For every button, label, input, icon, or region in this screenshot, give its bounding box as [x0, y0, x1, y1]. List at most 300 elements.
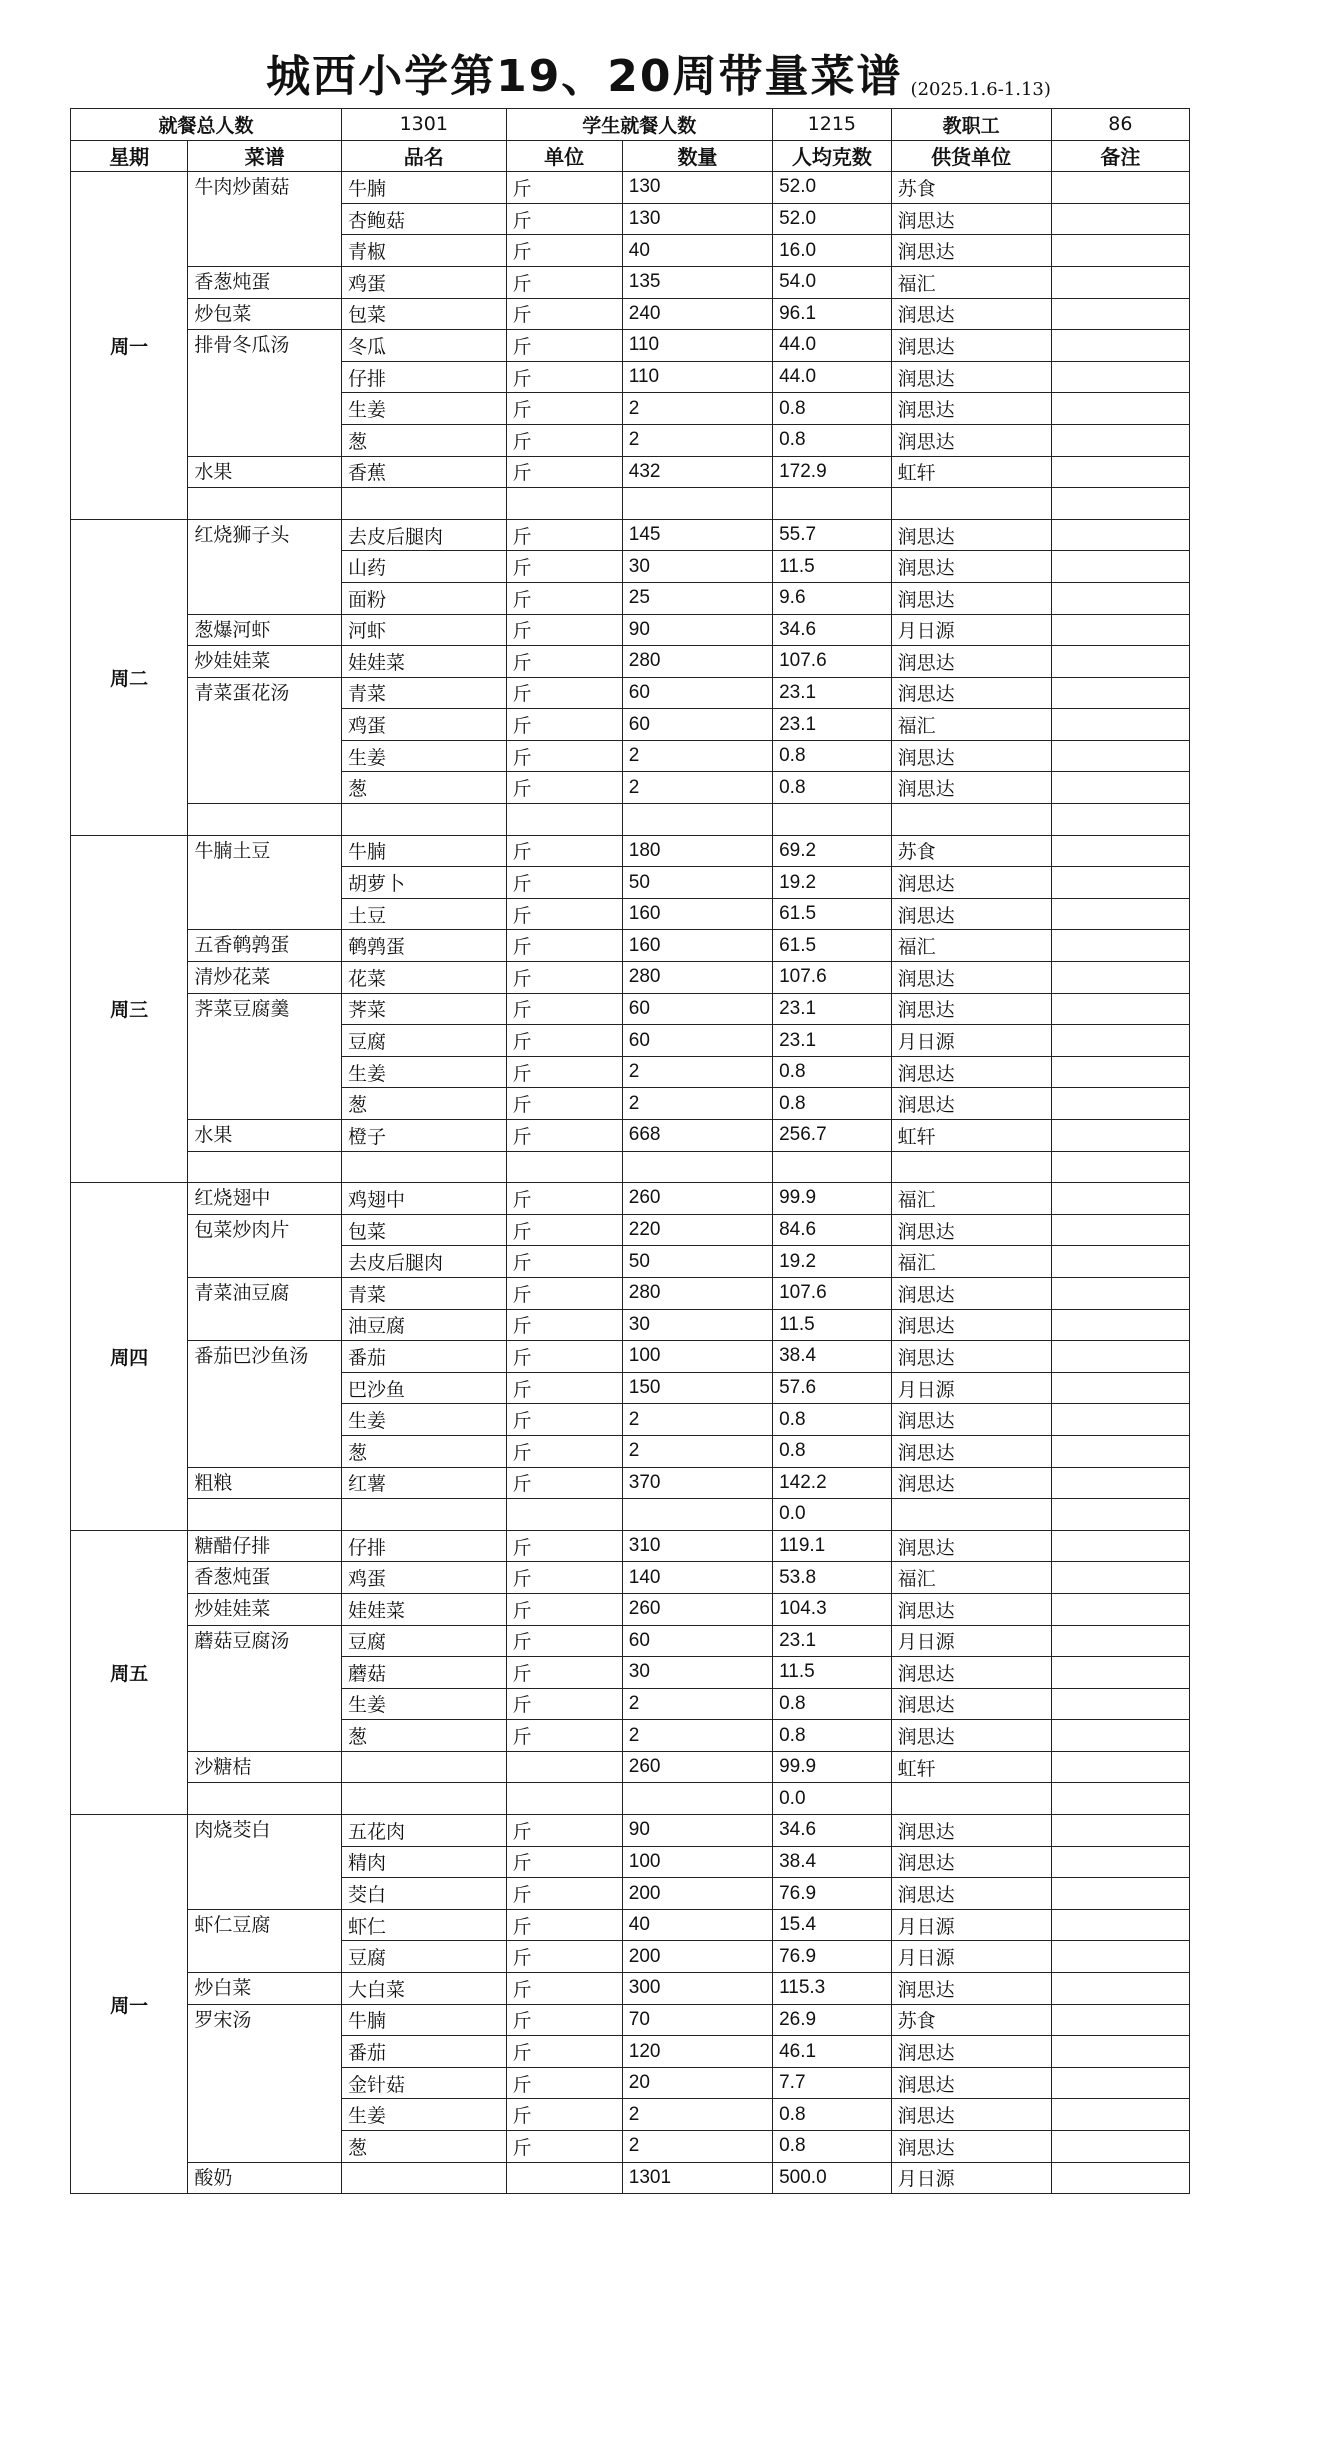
- item-name-cell: 青菜: [341, 677, 506, 709]
- grams-per-person-cell: 172.9: [773, 456, 891, 488]
- header-dish: 菜谱: [188, 140, 342, 172]
- remarks-cell: [1051, 582, 1189, 614]
- item-name-cell: 豆腐: [341, 1941, 506, 1973]
- staff-label: 教职工: [891, 109, 1051, 141]
- unit-cell: 斤: [506, 361, 622, 393]
- remarks-cell: [1051, 1435, 1189, 1467]
- unit-cell: 斤: [506, 1688, 622, 1720]
- grams-per-person-cell: 44.0: [773, 361, 891, 393]
- header-supplier: 供货单位: [891, 140, 1051, 172]
- grams-per-person-cell: 26.9: [773, 2004, 891, 2036]
- supplier-cell: 润思达: [891, 1309, 1051, 1341]
- grams-per-person-cell: 11.5: [773, 1309, 891, 1341]
- title-row: [0, 40, 1317, 112]
- unit-cell: 斤: [506, 2099, 622, 2131]
- table-row: [71, 1151, 1190, 1183]
- weekday-cell: 周一: [71, 1815, 188, 2194]
- total-diners-label: 就餐总人数: [71, 109, 342, 141]
- quantity-cell: 280: [622, 962, 772, 994]
- quantity-cell: 2: [622, 393, 772, 425]
- table-row: [71, 456, 1190, 488]
- unit-cell: 斤: [506, 1435, 622, 1467]
- item-name-cell: [341, 1783, 506, 1815]
- item-name-cell: 油豆腐: [341, 1309, 506, 1341]
- supplier-cell: 润思达: [891, 1878, 1051, 1910]
- grams-per-person-cell: 0.8: [773, 772, 891, 804]
- item-name-cell: 鸡蛋: [341, 709, 506, 741]
- item-name-cell: 仔排: [341, 1530, 506, 1562]
- supplier-cell: 润思达: [891, 1435, 1051, 1467]
- item-name-cell: [341, 1151, 506, 1183]
- quantity-cell: 220: [622, 1214, 772, 1246]
- remarks-cell: [1051, 2131, 1189, 2163]
- item-name-cell: 去皮后腿肉: [341, 1246, 506, 1278]
- unit-cell: 斤: [506, 266, 622, 298]
- remarks-cell: [1051, 519, 1189, 551]
- unit-cell: 斤: [506, 330, 622, 362]
- grams-per-person-cell: 7.7: [773, 2067, 891, 2099]
- supplier-cell: 润思达: [891, 1088, 1051, 1120]
- dish-name-cell: 香葱炖蛋: [188, 1562, 342, 1594]
- grams-per-person-cell: 107.6: [773, 1277, 891, 1309]
- header-quantity: 数量: [622, 140, 772, 172]
- quantity-cell: [622, 488, 772, 520]
- grams-per-person-cell: 256.7: [773, 1120, 891, 1152]
- remarks-cell: [1051, 804, 1189, 836]
- remarks-cell: [1051, 1909, 1189, 1941]
- dish-name-cell: [188, 1499, 342, 1531]
- header-unit: 单位: [506, 140, 622, 172]
- quantity-cell: 2: [622, 424, 772, 456]
- item-name-cell: 生姜: [341, 1404, 506, 1436]
- unit-cell: 斤: [506, 1593, 622, 1625]
- unit-cell: 斤: [506, 1909, 622, 1941]
- supplier-cell: 润思达: [891, 1277, 1051, 1309]
- item-name-cell: 胡萝卜: [341, 867, 506, 899]
- unit-cell: [506, 2162, 622, 2194]
- table-row: [71, 930, 1190, 962]
- grams-per-person-cell: 38.4: [773, 1341, 891, 1373]
- unit-cell: [506, 1499, 622, 1531]
- table-row: [71, 1214, 1190, 1246]
- supplier-cell: 润思达: [891, 2099, 1051, 2131]
- unit-cell: 斤: [506, 582, 622, 614]
- unit-cell: 斤: [506, 1720, 622, 1752]
- remarks-cell: [1051, 2067, 1189, 2099]
- grams-per-person-cell: 9.6: [773, 582, 891, 614]
- table-row: [71, 1909, 1190, 1941]
- remarks-cell: [1051, 709, 1189, 741]
- item-name-cell: 去皮后腿肉: [341, 519, 506, 551]
- remarks-cell: [1051, 646, 1189, 678]
- dish-name-cell: 五香鹌鹑蛋: [188, 930, 342, 962]
- grams-per-person-cell: 44.0: [773, 330, 891, 362]
- unit-cell: 斤: [506, 1562, 622, 1594]
- dish-name-cell: 沙糖桔: [188, 1751, 342, 1783]
- table-row: [71, 1815, 1190, 1847]
- grams-per-person-cell: 0.8: [773, 1404, 891, 1436]
- grams-per-person-cell: [773, 1151, 891, 1183]
- unit-cell: 斤: [506, 203, 622, 235]
- remarks-cell: [1051, 551, 1189, 583]
- header-row: [71, 140, 1190, 172]
- remarks-cell: [1051, 677, 1189, 709]
- quantity-cell: 50: [622, 867, 772, 899]
- grams-per-person-cell: 23.1: [773, 709, 891, 741]
- supplier-cell: 润思达: [891, 393, 1051, 425]
- item-name-cell: 山药: [341, 551, 506, 583]
- supplier-cell: 润思达: [891, 962, 1051, 994]
- remarks-cell: [1051, 835, 1189, 867]
- unit-cell: 斤: [506, 393, 622, 425]
- quantity-cell: 280: [622, 646, 772, 678]
- remarks-cell: [1051, 1720, 1189, 1752]
- unit-cell: 斤: [506, 993, 622, 1025]
- item-name-cell: 鸡翅中: [341, 1183, 506, 1215]
- unit-cell: 斤: [506, 456, 622, 488]
- grams-per-person-cell: 0.8: [773, 1688, 891, 1720]
- supplier-cell: 苏食: [891, 2004, 1051, 2036]
- summary-row: [71, 109, 1190, 141]
- supplier-cell: 润思达: [891, 1341, 1051, 1373]
- unit-cell: [506, 1783, 622, 1815]
- menu-table: [70, 108, 1190, 2194]
- quantity-cell: 60: [622, 709, 772, 741]
- table-row: [71, 1120, 1190, 1152]
- remarks-cell: [1051, 2162, 1189, 2194]
- quantity-cell: 260: [622, 1593, 772, 1625]
- grams-per-person-cell: 15.4: [773, 1909, 891, 1941]
- table-row: [71, 1625, 1190, 1657]
- unit-cell: 斤: [506, 709, 622, 741]
- supplier-cell: 润思达: [891, 1530, 1051, 1562]
- quantity-cell: 40: [622, 235, 772, 267]
- dish-name-cell: 包菜炒肉片: [188, 1214, 342, 1277]
- item-name-cell: 花菜: [341, 962, 506, 994]
- total-diners-value: 1301: [341, 109, 506, 141]
- item-name-cell: 橙子: [341, 1120, 506, 1152]
- dish-name-cell: 虾仁豆腐: [188, 1909, 342, 1972]
- table-row: [71, 2004, 1190, 2036]
- unit-cell: 斤: [506, 1625, 622, 1657]
- item-name-cell: 精肉: [341, 1846, 506, 1878]
- supplier-cell: 润思达: [891, 677, 1051, 709]
- header-remarks: 备注: [1051, 140, 1189, 172]
- remarks-cell: [1051, 1120, 1189, 1152]
- quantity-cell: 300: [622, 1973, 772, 2005]
- dish-name-cell: 罗宋汤: [188, 2004, 342, 2162]
- quantity-cell: 40: [622, 1909, 772, 1941]
- dish-name-cell: [188, 488, 342, 520]
- unit-cell: 斤: [506, 1878, 622, 1910]
- supplier-cell: 润思达: [891, 1404, 1051, 1436]
- grams-per-person-cell: 0.0: [773, 1499, 891, 1531]
- supplier-cell: 润思达: [891, 740, 1051, 772]
- grams-per-person-cell: 38.4: [773, 1846, 891, 1878]
- unit-cell: 斤: [506, 1088, 622, 1120]
- supplier-cell: 润思达: [891, 298, 1051, 330]
- remarks-cell: [1051, 1151, 1189, 1183]
- supplier-cell: [891, 804, 1051, 836]
- unit-cell: [506, 1151, 622, 1183]
- unit-cell: 斤: [506, 298, 622, 330]
- item-name-cell: 荠菜: [341, 993, 506, 1025]
- quantity-cell: 180: [622, 835, 772, 867]
- item-name-cell: 娃娃菜: [341, 646, 506, 678]
- item-name-cell: 大白菜: [341, 1973, 506, 2005]
- table-row: [71, 1593, 1190, 1625]
- dish-name-cell: 蘑菇豆腐汤: [188, 1625, 342, 1751]
- supplier-cell: 月日源: [891, 1372, 1051, 1404]
- supplier-cell: 苏食: [891, 835, 1051, 867]
- table-row: [71, 172, 1190, 204]
- table-row: [71, 1562, 1190, 1594]
- table-row: [71, 266, 1190, 298]
- unit-cell: 斤: [506, 898, 622, 930]
- item-name-cell: 五花肉: [341, 1815, 506, 1847]
- remarks-cell: [1051, 330, 1189, 362]
- item-name-cell: 包菜: [341, 1214, 506, 1246]
- quantity-cell: 240: [622, 298, 772, 330]
- unit-cell: 斤: [506, 235, 622, 267]
- quantity-cell: [622, 804, 772, 836]
- weekday-cell: 周三: [71, 835, 188, 1183]
- quantity-cell: 100: [622, 1846, 772, 1878]
- grams-per-person-cell: 0.8: [773, 2131, 891, 2163]
- dish-name-cell: 青菜油豆腐: [188, 1277, 342, 1340]
- remarks-cell: [1051, 1815, 1189, 1847]
- grams-per-person-cell: 19.2: [773, 1246, 891, 1278]
- dish-name-cell: [188, 1151, 342, 1183]
- unit-cell: 斤: [506, 1941, 622, 1973]
- grams-per-person-cell: 55.7: [773, 519, 891, 551]
- unit-cell: 斤: [506, 1309, 622, 1341]
- unit-cell: 斤: [506, 424, 622, 456]
- remarks-cell: [1051, 1277, 1189, 1309]
- remarks-cell: [1051, 1499, 1189, 1531]
- item-name-cell: [341, 2162, 506, 2194]
- quantity-cell: [622, 1783, 772, 1815]
- grams-per-person-cell: 34.6: [773, 614, 891, 646]
- supplier-cell: 月日源: [891, 1941, 1051, 1973]
- remarks-cell: [1051, 1056, 1189, 1088]
- unit-cell: 斤: [506, 930, 622, 962]
- supplier-cell: 虹轩: [891, 456, 1051, 488]
- item-name-cell: [341, 804, 506, 836]
- supplier-cell: 福汇: [891, 266, 1051, 298]
- table-row: [71, 2162, 1190, 2194]
- grams-per-person-cell: 23.1: [773, 993, 891, 1025]
- grams-per-person-cell: 46.1: [773, 2036, 891, 2068]
- quantity-cell: 200: [622, 1878, 772, 1910]
- grams-per-person-cell: 99.9: [773, 1751, 891, 1783]
- supplier-cell: 润思达: [891, 330, 1051, 362]
- supplier-cell: 虹轩: [891, 1751, 1051, 1783]
- supplier-cell: [891, 1151, 1051, 1183]
- remarks-cell: [1051, 1783, 1189, 1815]
- unit-cell: 斤: [506, 1467, 622, 1499]
- remarks-cell: [1051, 1183, 1189, 1215]
- supplier-cell: 月日源: [891, 1625, 1051, 1657]
- dish-name-cell: [188, 1783, 342, 1815]
- supplier-cell: 润思达: [891, 867, 1051, 899]
- table-row: [71, 1783, 1190, 1815]
- grams-per-person-cell: 0.8: [773, 1056, 891, 1088]
- supplier-cell: [891, 1783, 1051, 1815]
- staff-value: 86: [1051, 109, 1189, 141]
- item-name-cell: 葱: [341, 1088, 506, 1120]
- quantity-cell: 2: [622, 1688, 772, 1720]
- item-name-cell: 香蕉: [341, 456, 506, 488]
- unit-cell: 斤: [506, 740, 622, 772]
- table-row: [71, 519, 1190, 551]
- item-name-cell: 仔排: [341, 361, 506, 393]
- remarks-cell: [1051, 1404, 1189, 1436]
- quantity-cell: 60: [622, 1025, 772, 1057]
- remarks-cell: [1051, 1246, 1189, 1278]
- quantity-cell: 310: [622, 1530, 772, 1562]
- remarks-cell: [1051, 424, 1189, 456]
- item-name-cell: 鹌鹑蛋: [341, 930, 506, 962]
- supplier-cell: 苏食: [891, 172, 1051, 204]
- quantity-cell: 70: [622, 2004, 772, 2036]
- remarks-cell: [1051, 1625, 1189, 1657]
- quantity-cell: 110: [622, 330, 772, 362]
- menu-body: [71, 172, 1190, 2194]
- quantity-cell: 432: [622, 456, 772, 488]
- remarks-cell: [1051, 2099, 1189, 2131]
- grams-per-person-cell: 0.8: [773, 1435, 891, 1467]
- remarks-cell: [1051, 266, 1189, 298]
- item-name-cell: 鸡蛋: [341, 1562, 506, 1594]
- table-row: [71, 835, 1190, 867]
- remarks-cell: [1051, 867, 1189, 899]
- unit-cell: 斤: [506, 614, 622, 646]
- unit-cell: 斤: [506, 867, 622, 899]
- grams-per-person-cell: 0.8: [773, 1720, 891, 1752]
- table-row: [71, 993, 1190, 1025]
- supplier-cell: 润思达: [891, 1815, 1051, 1847]
- supplier-cell: 福汇: [891, 930, 1051, 962]
- grams-per-person-cell: [773, 488, 891, 520]
- remarks-cell: [1051, 1973, 1189, 2005]
- quantity-cell: 145: [622, 519, 772, 551]
- student-diners-value: 1215: [773, 109, 891, 141]
- table-row: [71, 677, 1190, 709]
- item-name-cell: 生姜: [341, 1056, 506, 1088]
- dish-name-cell: 牛肉炒菌菇: [188, 172, 342, 267]
- item-name-cell: 生姜: [341, 1688, 506, 1720]
- unit-cell: 斤: [506, 677, 622, 709]
- quantity-cell: 2: [622, 1720, 772, 1752]
- remarks-cell: [1051, 898, 1189, 930]
- dish-name-cell: 炒娃娃菜: [188, 1593, 342, 1625]
- supplier-cell: 润思达: [891, 519, 1051, 551]
- unit-cell: 斤: [506, 1120, 622, 1152]
- remarks-cell: [1051, 298, 1189, 330]
- item-name-cell: 生姜: [341, 393, 506, 425]
- remarks-cell: [1051, 203, 1189, 235]
- item-name-cell: 豆腐: [341, 1025, 506, 1057]
- quantity-cell: 120: [622, 2036, 772, 2068]
- supplier-cell: 润思达: [891, 1846, 1051, 1878]
- table-row: [71, 1277, 1190, 1309]
- item-name-cell: 葱: [341, 2131, 506, 2163]
- quantity-cell: 2: [622, 1435, 772, 1467]
- unit-cell: 斤: [506, 2067, 622, 2099]
- grams-per-person-cell: 23.1: [773, 677, 891, 709]
- item-name-cell: 冬瓜: [341, 330, 506, 362]
- supplier-cell: 润思达: [891, 1056, 1051, 1088]
- quantity-cell: 25: [622, 582, 772, 614]
- remarks-cell: [1051, 2036, 1189, 2068]
- remarks-cell: [1051, 1372, 1189, 1404]
- grams-per-person-cell: 142.2: [773, 1467, 891, 1499]
- unit-cell: 斤: [506, 172, 622, 204]
- remarks-cell: [1051, 962, 1189, 994]
- quantity-cell: 2: [622, 1404, 772, 1436]
- unit-cell: 斤: [506, 1404, 622, 1436]
- supplier-cell: 润思达: [891, 646, 1051, 678]
- quantity-cell: 130: [622, 203, 772, 235]
- supplier-cell: 月日源: [891, 2162, 1051, 2194]
- header-weekday: 星期: [71, 140, 188, 172]
- remarks-cell: [1051, 1846, 1189, 1878]
- unit-cell: 斤: [506, 772, 622, 804]
- table-row: [71, 614, 1190, 646]
- quantity-cell: 110: [622, 361, 772, 393]
- grams-per-person-cell: 0.8: [773, 393, 891, 425]
- grams-per-person-cell: 119.1: [773, 1530, 891, 1562]
- remarks-cell: [1051, 1878, 1189, 1910]
- remarks-cell: [1051, 361, 1189, 393]
- remarks-cell: [1051, 614, 1189, 646]
- item-name-cell: 葱: [341, 424, 506, 456]
- supplier-cell: 润思达: [891, 993, 1051, 1025]
- grams-per-person-cell: 107.6: [773, 962, 891, 994]
- quantity-cell: 200: [622, 1941, 772, 1973]
- item-name-cell: 葱: [341, 772, 506, 804]
- remarks-cell: [1051, 740, 1189, 772]
- unit-cell: 斤: [506, 1277, 622, 1309]
- quantity-cell: 668: [622, 1120, 772, 1152]
- dish-name-cell: 葱爆河虾: [188, 614, 342, 646]
- quantity-cell: 260: [622, 1751, 772, 1783]
- table-row: [71, 1973, 1190, 2005]
- dish-name-cell: [188, 804, 342, 836]
- supplier-cell: 润思达: [891, 1720, 1051, 1752]
- supplier-cell: 润思达: [891, 1657, 1051, 1689]
- quantity-cell: 2: [622, 1056, 772, 1088]
- supplier-cell: 润思达: [891, 1214, 1051, 1246]
- unit-cell: 斤: [506, 1815, 622, 1847]
- unit-cell: [506, 1751, 622, 1783]
- quantity-cell: 60: [622, 993, 772, 1025]
- grams-per-person-cell: 23.1: [773, 1625, 891, 1657]
- grams-per-person-cell: 61.5: [773, 930, 891, 962]
- remarks-cell: [1051, 993, 1189, 1025]
- grams-per-person-cell: 99.9: [773, 1183, 891, 1215]
- grams-per-person-cell: 96.1: [773, 298, 891, 330]
- grams-per-person-cell: 0.8: [773, 740, 891, 772]
- header-item: 品名: [341, 140, 506, 172]
- unit-cell: [506, 488, 622, 520]
- unit-cell: 斤: [506, 1973, 622, 2005]
- date-range: (2025.1.6-1.13): [910, 79, 1051, 100]
- unit-cell: 斤: [506, 835, 622, 867]
- item-name-cell: [341, 1499, 506, 1531]
- quantity-cell: 90: [622, 1815, 772, 1847]
